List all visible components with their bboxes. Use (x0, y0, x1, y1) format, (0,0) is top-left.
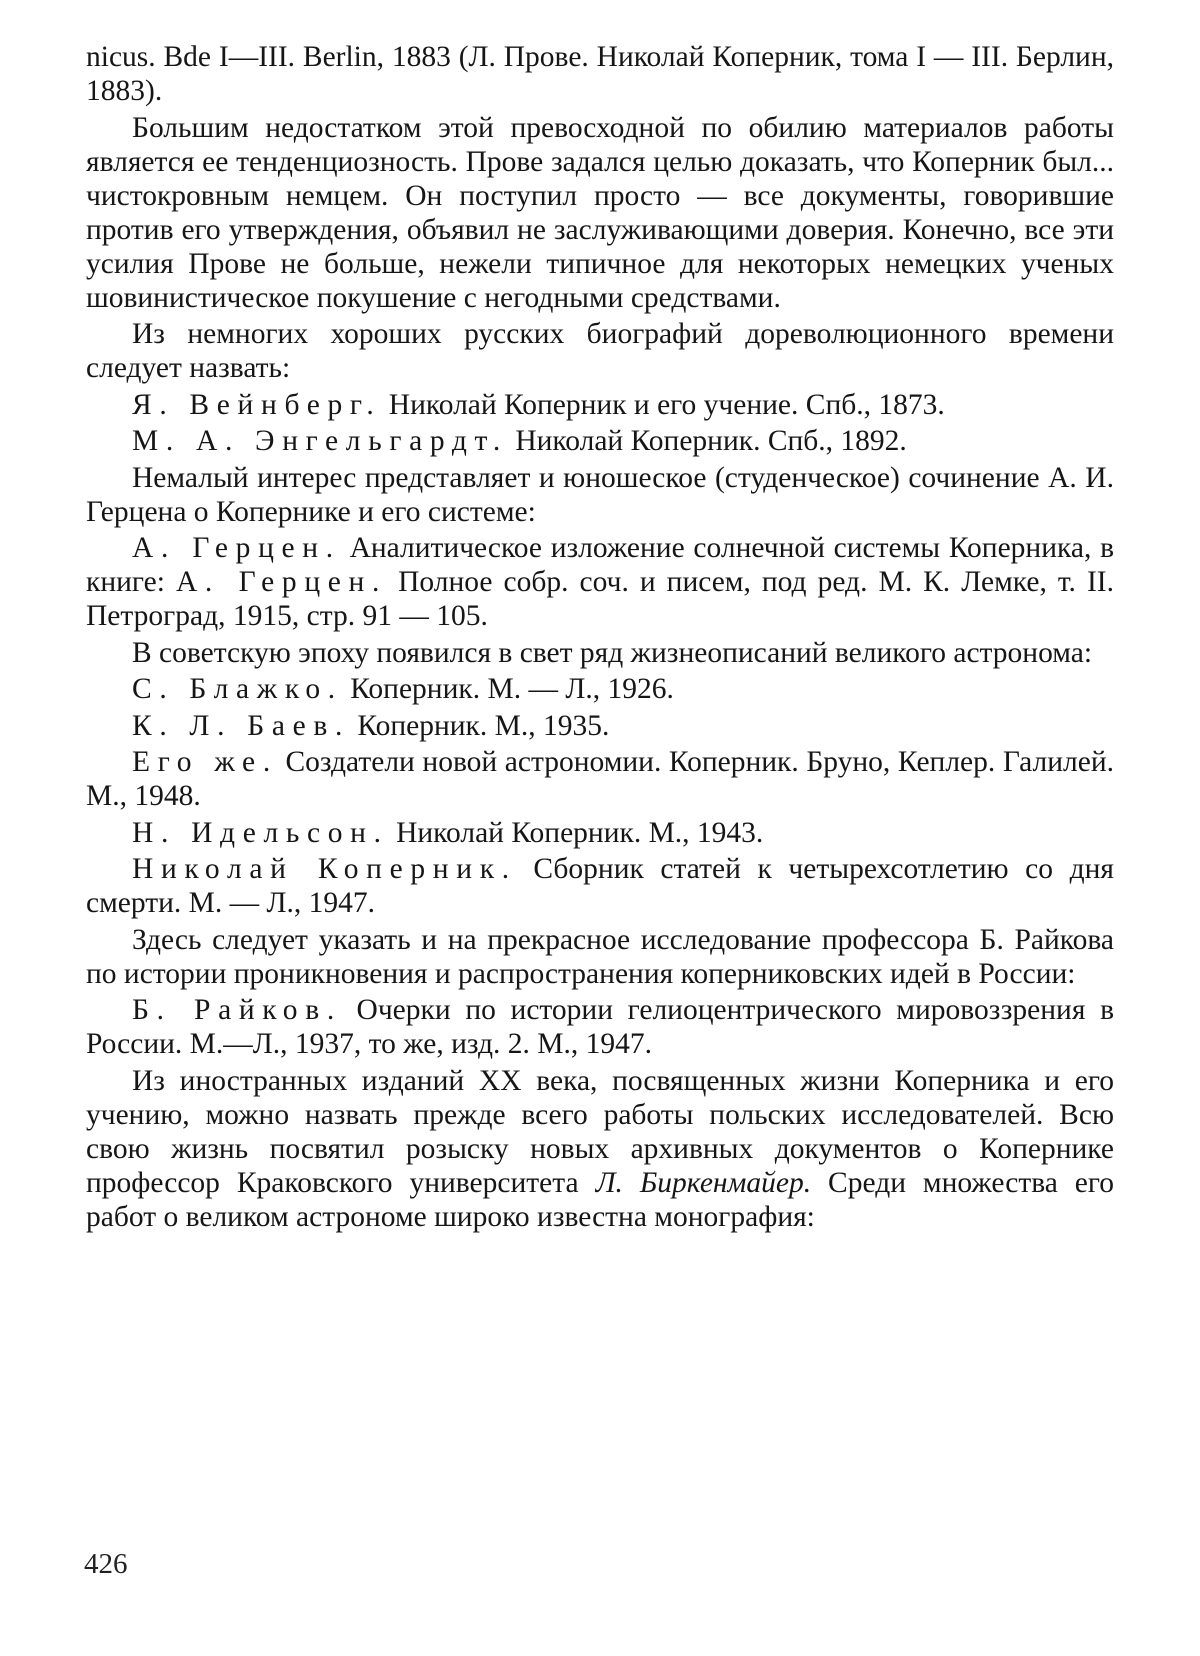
entry-text: Николай Коперник и его учение. Спб., 1873. (381, 388, 945, 421)
bibliography-entry-baev (86, 709, 1114, 743)
bibliography-entry-engelhardt (86, 424, 1114, 458)
entry-text: Аналитическое изложение солнечной системы Коперника, в книге: (86, 532, 1115, 598)
paragraph-foreign-editions (86, 1064, 1114, 1234)
author-name: Его же. (132, 746, 278, 778)
paragraph-text: Большим недостатком этой превосходной по обилию материалов работы является ее тенденциозность. Прове задался целью доказать, что Коперник был... чистокровным немцем. Он поступил просто — все документы, говорившие против его утверждения, объявил не заслуживающими доверия. Конечно, все эти усилия Прове не больше, нежели типичное для некоторых немецких ученых шовинистическое покушение с негодными средствами. (86, 111, 1114, 314)
author-name-italic: Л. Биркенмайер. (595, 1166, 812, 1199)
bibliography-entry-raikov (86, 993, 1114, 1061)
paragraph-text: Из иностранных изданий XX века, посвященных жизни Коперника и его учению, можно назвать прежде всего работы польских исследователей. Всю свою жизнь посвятил розыску новых архивных документов о Копернике профессор Краковского университета (86, 1064, 1114, 1199)
author-name: Н. Идельсон. (132, 816, 389, 849)
paragraph-russian-biographies (86, 317, 1114, 385)
paragraph-prowe-reference (86, 40, 1114, 108)
entry-text: Очерки по истории гелиоцентрического мировоззрения в России. М.—Л., 1937, то же, изд. 2. М., 1947. (86, 994, 1114, 1060)
bibliography-entry-herzen (86, 531, 1114, 633)
entry-text: Создатели новой астрономии. Коперник. Бруно, Кеплер. Галилей. М., 1948. (86, 746, 1114, 812)
entry-text: Коперник. М., 1935. (349, 709, 610, 742)
paragraph-text: Немалый интерес представляет и юношеское (студенческое) сочинение А. И. Герцена о Копернике и его системе: (86, 461, 1114, 528)
author-name: Б. Райков. (132, 994, 342, 1026)
paragraph-prowe-critique (86, 111, 1114, 315)
page-number: 426 (84, 1548, 128, 1580)
paragraph-text: nicus. Bde I—III. Berlin, 1883 (Л. Прове. Николай Коперник, тома I — III. Берлин, 1883). (86, 41, 1114, 107)
paragraph-text: Среди множества его работ о великом астрономе широко известна монография: (86, 1166, 1115, 1233)
paragraph-text: Здесь следует указать и на прекрасное исследование профессора Б. Райкова по истории проникновения и распространения коперниковских идей в России: (86, 923, 1114, 990)
author-name: А. Герцен. (175, 566, 388, 598)
document-page (86, 40, 1114, 1236)
author-name: Николай Коперник. (132, 853, 517, 885)
entry-text: Коперник. М. — Л., 1926. (342, 673, 674, 705)
entry-text: Николай Коперник. М., 1943. (388, 816, 764, 849)
author-name: М. А. Энгельгардт. (132, 425, 508, 457)
paragraph-text: В советскую эпоху появился в свет ряд жизнеописаний великого астронома: (132, 636, 1093, 669)
bibliography-entry-blazhko (86, 672, 1114, 706)
author-name: А. Герцен. (132, 532, 341, 564)
entry-text: Николай Коперник. Спб., 1892. (507, 425, 907, 457)
bibliography-entry-idelson (86, 816, 1114, 850)
bibliography-entry-weinberg (86, 388, 1114, 422)
author-name: К. Л. Баев. (132, 709, 350, 742)
paragraph-raikov-intro (86, 923, 1114, 991)
paragraph-text: Из немногих хороших русских биографий дореволюционного времени следует назвать: (86, 318, 1114, 384)
author-name: Я. Вейнберг. (132, 388, 382, 421)
entry-text: Сборник статей к четырехсотлетию со дня смерти. М. — Л., 1947. (86, 853, 1114, 919)
author-name: С. Блажко. (132, 673, 343, 705)
bibliography-entry-collection (86, 852, 1114, 920)
bibliography-entry-baev-2 (86, 745, 1114, 813)
paragraph-herzen-intro (86, 461, 1114, 529)
entry-text: Полное собр. соч. и писем, под ред. М. К. Лемке, т. II. Петроград, 1915, стр. 91 — 105. (86, 566, 1114, 632)
paragraph-soviet-era (86, 636, 1114, 670)
